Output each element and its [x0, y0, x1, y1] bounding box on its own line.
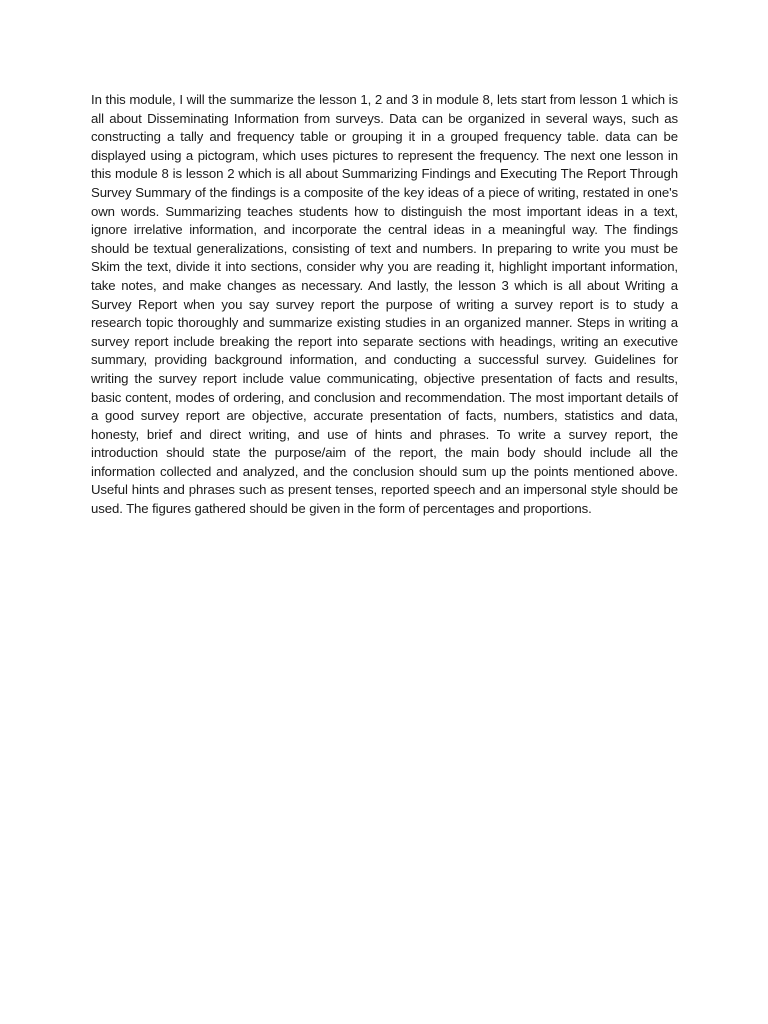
- body-paragraph: In this module, I will the summarize the lesson 1, 2 and 3 in module 8, lets start from lesson 1 which is all about Disseminating Information from surveys. Data can be organized in several ways, such as constructing a tally and frequency table or grouping it in a grouped frequency table. data can be displayed using a pictogram, which uses pictures to represent the frequency. The next one lesson in this module 8 is lesson 2 which is all about Summarizing Findings and Executing The Report Through Survey Summary of the findings is a composite of the key ideas of a piece of writing, restated in one's own words. Summarizing teaches students how to distinguish the most important ideas in a text, ignore irrelative information, and incorporate the central ideas in a meaningful way. The findings should be textual generalizations, consisting of text and numbers. In preparing to write you must be Skim the text, divide it into sections, consider why you are reading it, highlight important information, take notes, and make changes as necessary. And lastly, the lesson 3 which is all about Writing a Survey Report when you say survey report the purpose of writing a survey report is to study a research topic thoroughly and summarize existing studies in an organized manner. Steps in writing a survey report include breaking the report into separate sections with headings, writing an executive summary, providing background information, and conducting a successful survey. Guidelines for writing the survey report include value communicating, objective presentation of facts and results, basic content, modes of ordering, and conclusion and recommendation. The most important details of a good survey report are objective, accurate presentation of facts, numbers, statistics and data, honesty, brief and direct writing, and use of hints and phrases. To write a survey report, the introduction should state the purpose/aim of the report, the main body should include all the information collected and analyzed, and the conclusion should sum up the points mentioned above. Useful hints and phrases such as present tenses, reported speech and an impersonal style should be used. The figures gathered should be given in the form of percentages and proportions.: [91, 92, 678, 517]
